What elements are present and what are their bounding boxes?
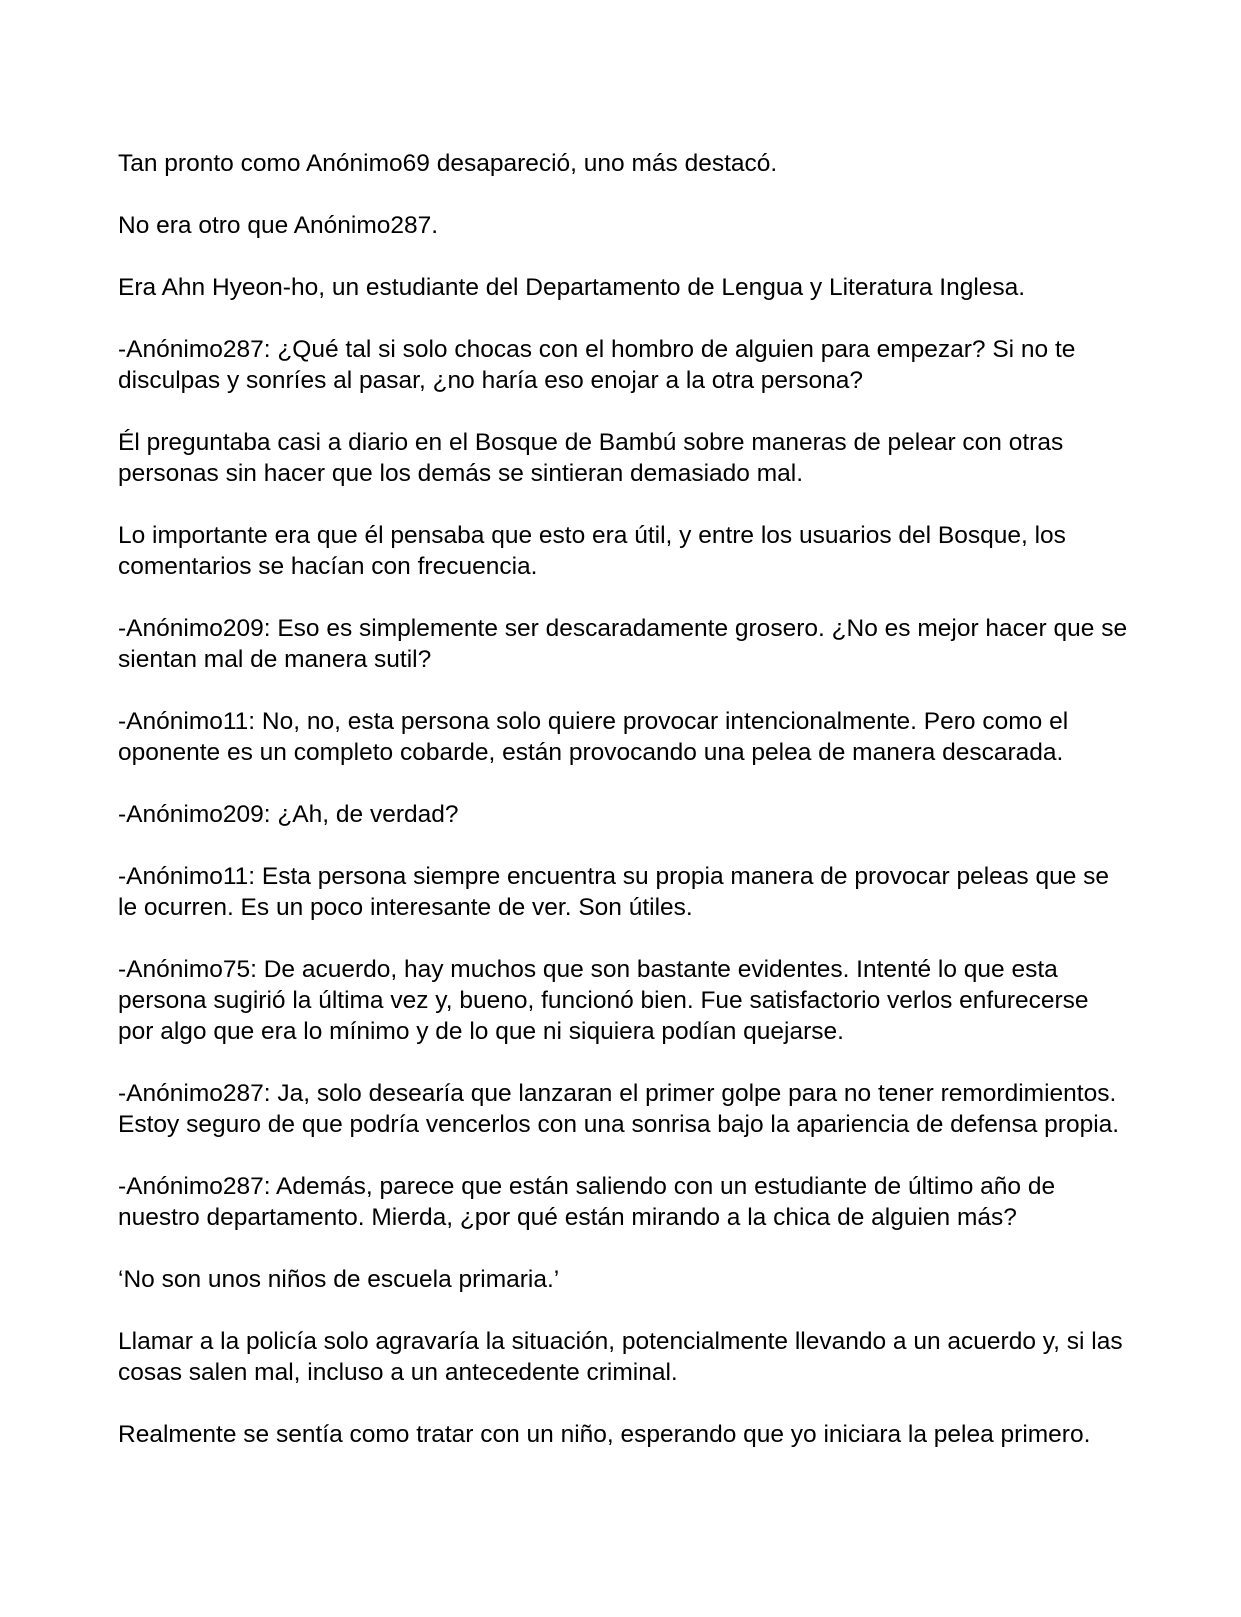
- paragraph: -Anónimo287: Además, parece que están saliendo con un estudiante de último año de nuestro departamento. Mierda, ¿por qué están mirando a la chica de alguien más?: [118, 1173, 1056, 1231]
- paragraph: -Anónimo11: No, no, esta persona solo quiere provocar intencionalmente. Pero como el oponente es un completo cobarde, están provocando una pelea de manera descarada.: [118, 708, 1069, 766]
- document-body: [118, 148, 1128, 1450]
- paragraph: -Anónimo75: De acuerdo, hay muchos que son bastante evidentes. Intenté lo que esta persona sugirió la última vez y, bueno, funcionó bien. Fue satisfactorio verlos enfurecerse por algo que era lo mínimo y de lo que ni siquiera podían quejarse.: [118, 956, 1089, 1045]
- paragraph: Él preguntaba casi a diario en el Bosque de Bambú sobre maneras de pelear con otras personas sin hacer que los demás se sintieran demasiado mal.: [118, 429, 1064, 487]
- paragraph: Tan pronto como Anónimo69 desapareció, uno más destacó.: [118, 150, 778, 177]
- paragraph: Lo importante era que él pensaba que esto era útil, y entre los usuarios del Bosque, los comentarios se hacían con frecuencia.: [118, 522, 1066, 580]
- paragraph: -Anónimo209: ¿Ah, de verdad?: [118, 801, 459, 828]
- paragraph: -Anónimo209: Eso es simplemente ser descaradamente grosero. ¿No es mejor hacer que se sientan mal de manera sutil?: [118, 615, 1128, 673]
- paragraph: Llamar a la policía solo agravaría la situación, potencialmente llevando a un acuerdo y, si las cosas salen mal, incluso a un antecedente criminal.: [118, 1328, 1123, 1386]
- paragraph: Era Ahn Hyeon-ho, un estudiante del Departamento de Lengua y Literatura Inglesa.: [118, 274, 1026, 301]
- paragraph: -Anónimo11: Esta persona siempre encuentra su propia manera de provocar peleas que se le ocurren. Es un poco interesante de ver. Son útiles.: [118, 863, 1110, 921]
- paragraph: -Anónimo287: Ja, solo desearía que lanzaran el primer golpe para no tener remordimientos. Estoy seguro de que podría vencerlos con una sonrisa bajo la apariencia de defensa propia.: [118, 1080, 1120, 1138]
- paragraph: No era otro que Anónimo287.: [118, 212, 439, 239]
- paragraph: Realmente se sentía como tratar con un niño, esperando que yo iniciara la pelea primero.: [118, 1421, 1091, 1448]
- paragraph: ‘No son unos niños de escuela primaria.’: [118, 1266, 560, 1293]
- paragraph: -Anónimo287: ¿Qué tal si solo chocas con el hombro de alguien para empezar? Si no te disculpas y sonríes al pasar, ¿no haría eso enojar a la otra persona?: [118, 336, 1076, 394]
